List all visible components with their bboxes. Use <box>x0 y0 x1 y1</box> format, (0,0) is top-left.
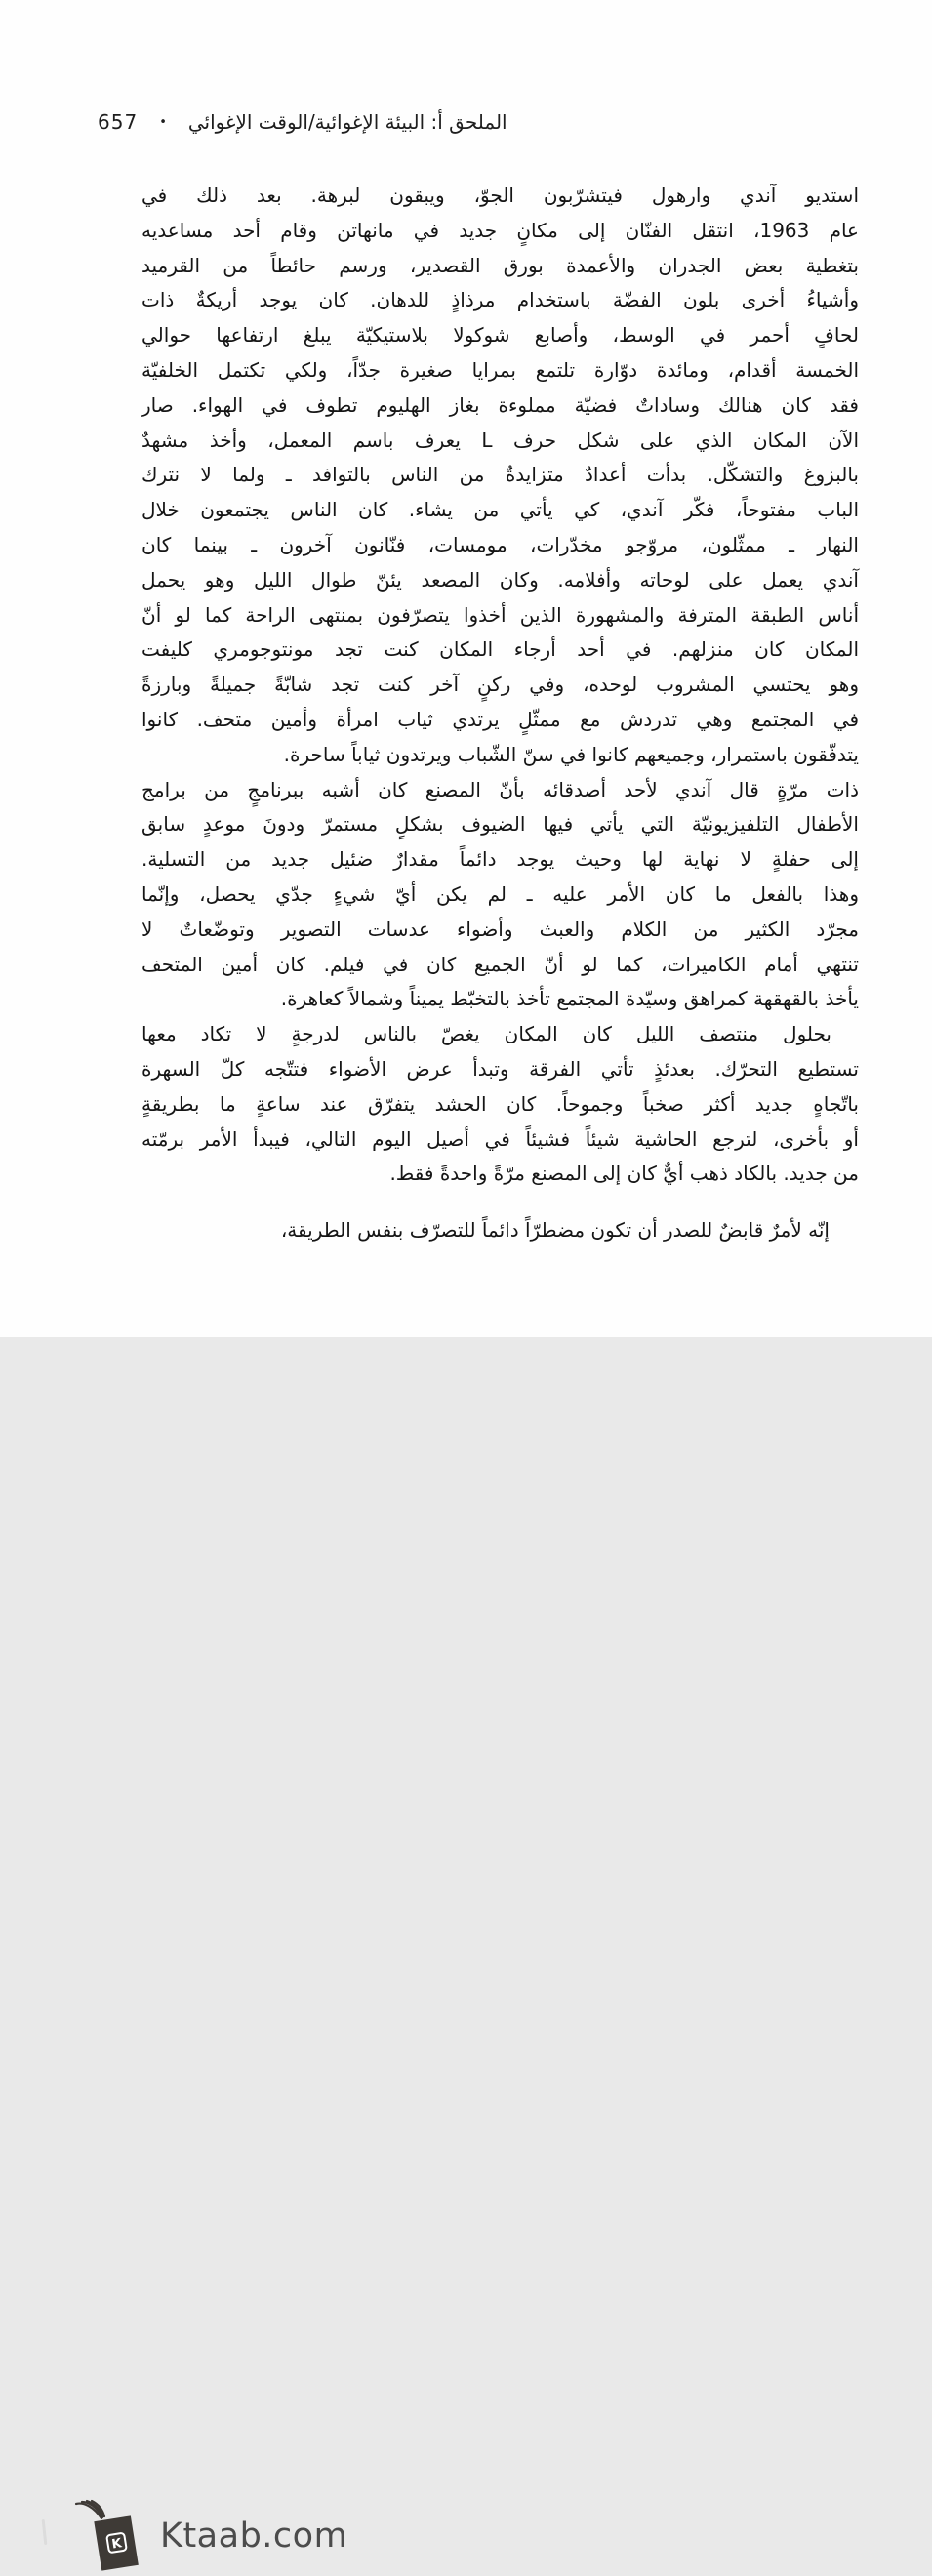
text-line: إنّه لأمرٌ قابضٌ للصدر أن تكون مضطرّاً دائماً للتصرّف بنفس الطريقة، <box>280 1218 830 1243</box>
text-line: وهذا بالفعل ما كان الأمر عليه ـ لم يكن أيّ شيءٍ جدّي يحصل، وإنّما <box>142 881 859 906</box>
text-line: من جديد. بالكاد ذهب أيٌّ كان إلى المصنع مرّةً واحدةً فقط. <box>389 1162 859 1186</box>
text-line: مجرّد الكثير من الكلام والعبث وأضواء عدسات التصوير وتوضّعاتٌ لا <box>142 917 859 941</box>
text-line: يتدفّقون باستمرار، وجميعهم كانوا في سنّ الشّباب ويرتدون ثياباً ساحرة. <box>283 742 859 766</box>
text-line: بتغطية بعض الجدران والأعمدة بورق القصدير، ورسم حائطاً من القرميد <box>142 253 859 277</box>
text-line: عام 1963، انتقل الفنّان إلى مكانٍ جديد في مانهاتن وقام أحد مساعديه <box>142 218 859 242</box>
text-line: تنتهي أمام الكاميرات، كما لو أنّ الجميع كان في فيلم. كان أمين المتحف <box>142 952 859 976</box>
text-line: باتّجاهٍ جديد أكثر صخباً وجموحاً. كان الحشد يتفرّق عند ساعةٍ ما بطريقةٍ <box>142 1091 859 1116</box>
quote-paragraph <box>142 1213 859 1248</box>
text-line: الأطفال التلفيزيونيّة التي يأتي فيها الضيوف بشكلٍ مستمرّ ودونَ موعدٍ سابق <box>142 812 859 837</box>
paragraph-1 <box>142 179 859 773</box>
text-line: الآن المكان الذي على شكل حرف L يعرف باسم المعمل، وأخذ مشهدٌ <box>142 428 859 452</box>
text-line: وهو يحتسي المشروب لوحده، وفي ركنٍ آخر كنت تجد شابّةً جميلةً وبارزةً <box>142 673 859 697</box>
text-line: الباب مفتوحاً، فكّر آندي، كي يأتي من يشاء. كان الناس يجتمعون خلال <box>142 498 859 522</box>
text-line: لحافٍ أحمر في الوسط، وأصابع شوكولا بلاستيكيّة يبلغ ارتفاعها حوالي <box>142 323 859 348</box>
brand-name: Ktaab.com <box>160 2516 348 2556</box>
text-line: النهار ـ ممثّلون، مروّجو مخدّرات، مومسات، فنّانون آخرون ـ بينما كان <box>142 532 859 556</box>
paragraph-3 <box>142 1017 859 1192</box>
body-text <box>142 179 859 1248</box>
text-line: فقد كان هنالك وساداتٌ فضيّة مملوءة بغاز الهليوم تطوف في الهواء. صار <box>142 392 859 417</box>
text-line: وأشياءُ أخرى بلون الفضّة باستخدام مرذاذٍ للدهان. كان يوجد أريكةٌ ذات <box>142 288 859 312</box>
text-line: تستطيع التحرّك. بعدئذٍ تأتي الفرقة وتبدأ عرض الأضواء فتتّجه كلّ السهرة <box>142 1056 859 1081</box>
bullet-separator: • <box>159 115 167 130</box>
text-line: أناس الطبقة المترفة والمشهورة الذين أخذوا يتصرّفون بمنتهى الراحة كما لو أنّ <box>142 602 859 627</box>
text-line: في المجتمع وهي تدردش مع ممثّلٍ يرتدي ثياب امرأة وأمين متحف. كانوا <box>142 707 859 731</box>
paragraph-2 <box>142 773 859 1018</box>
text-line: الخمسة أقدام، ومائدة دوّارة تلتمع بمرايا صغيرة جدّاً، ولكي تكتمل الخلفيّة <box>142 357 859 382</box>
text-line: آندي يعمل على لوحاته وأفلامه. وكان المصعد يئنّ طوال الليل وهو يحمل <box>142 567 859 592</box>
text-line: المكان كان منزلهم. في أحد أرجاء المكان كنت تجد مونتوجومري كليفت <box>142 637 859 662</box>
logo-letter: K <box>110 2536 123 2553</box>
open-book-icon <box>72 2498 152 2576</box>
page-number: 657 <box>98 110 139 134</box>
text-line: بحلول منتصف الليل كان المكان يغصّ بالناس لدرجةٍ لا تكاد معها <box>142 1022 831 1046</box>
text-line: استديو آندي وارهول فيتشرّبون الجوّ، ويبقون لبرهة. بعد ذلك في <box>142 184 859 207</box>
running-header <box>98 108 507 136</box>
chapter-title: الملحق أ: البيئة الإغوائية/الوقت الإغوائي <box>187 110 507 134</box>
text-line: أو بأخرى، لترجع الحاشية شيئاً فشيئاً في أصيل اليوم التالي، فيبدأ الأمر برمّته <box>142 1126 859 1151</box>
scan-edge-mark <box>42 2519 48 2545</box>
text-line: يأخذ بالقهقهة كمراهق وسيّدة المجتمع تأخذ بالتخبّط يميناً وشمالاً كعاهرة. <box>280 987 859 1011</box>
footer <box>0 1245 932 2556</box>
text-line: بالبزوغ والتشكّل. بدأت أعدادٌ متزايدةٌ من الناس بالتوافد ـ ولما لا نترك <box>142 463 859 487</box>
text-line: ذات مرّةٍ قال آندي لأحد أصدقائه بأنّ المصنع كان أشبه ببرنامجٍ من برامج <box>142 777 859 801</box>
text-line: إلى حفلةٍ لا نهاية لها وحيث يوجد دائماً مقدارٌ ضئيل جديد من التسلية. <box>142 847 859 872</box>
